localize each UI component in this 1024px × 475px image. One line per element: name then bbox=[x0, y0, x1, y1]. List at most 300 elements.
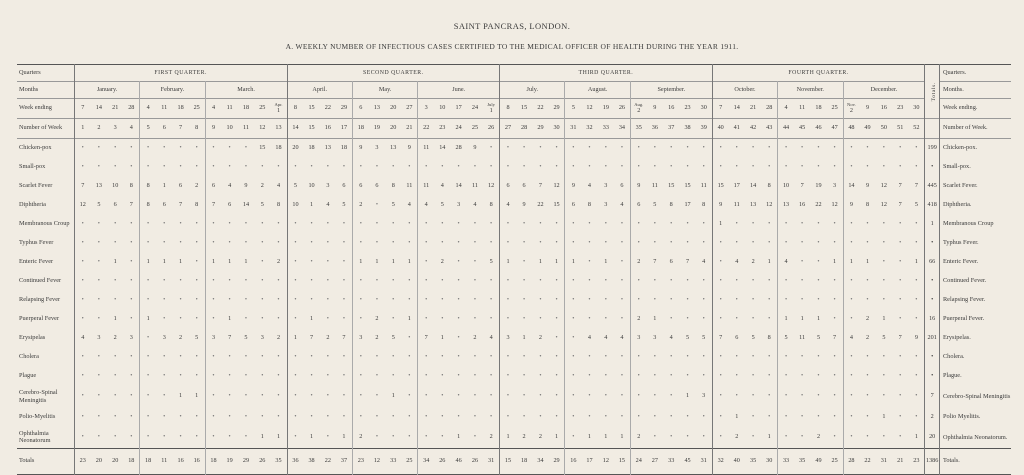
case-count: • bbox=[653, 371, 656, 379]
case-count: • bbox=[801, 392, 804, 400]
case-count: 6 bbox=[565, 196, 581, 215]
case-count: • bbox=[473, 162, 477, 170]
case-count: • bbox=[539, 314, 542, 322]
case-count: • bbox=[817, 392, 820, 400]
week-ending-date: 9 bbox=[865, 104, 870, 112]
case-count: 5 bbox=[391, 200, 395, 208]
case-count: 1 bbox=[228, 314, 232, 322]
case-count: • bbox=[686, 144, 689, 152]
week-number-cell: 46 bbox=[815, 124, 822, 132]
case-count: • bbox=[261, 257, 264, 265]
case-count: • bbox=[74, 427, 90, 449]
case-count: 2 bbox=[276, 257, 281, 265]
case-count: • bbox=[500, 158, 516, 177]
case-count: 7 bbox=[538, 181, 542, 189]
case-count: • bbox=[866, 392, 869, 400]
case-count: • bbox=[565, 367, 581, 386]
case-count: • bbox=[768, 314, 771, 322]
case-count: • bbox=[261, 352, 264, 360]
case-count: • bbox=[130, 276, 133, 284]
week-ending-date: 4 bbox=[784, 104, 788, 112]
case-count: • bbox=[441, 352, 444, 360]
disease-row bbox=[17, 408, 1011, 427]
week-ending-date: 15 bbox=[521, 104, 528, 112]
case-count: 14 bbox=[242, 200, 250, 208]
case-count: • bbox=[228, 371, 231, 379]
case-count: 5 bbox=[685, 333, 690, 341]
case-count: 8 bbox=[391, 181, 395, 189]
case-count: • bbox=[523, 144, 526, 152]
case-count: 9 bbox=[843, 196, 859, 215]
week-number-cell: 14 bbox=[287, 119, 303, 139]
case-count: • bbox=[261, 238, 264, 246]
case-count: • bbox=[342, 219, 346, 227]
case-count: • bbox=[565, 386, 581, 408]
week-ending-date: 25 bbox=[831, 104, 838, 112]
case-count: • bbox=[604, 276, 607, 284]
week-ending-date: 29 bbox=[553, 104, 560, 112]
case-count: 3 bbox=[129, 333, 133, 341]
month-heading: May. bbox=[352, 82, 417, 99]
case-count: • bbox=[228, 162, 231, 170]
case-count: 6 bbox=[113, 200, 117, 208]
week-ending-cell bbox=[401, 99, 417, 119]
quarter-heading bbox=[74, 65, 287, 82]
case-count: • bbox=[114, 144, 117, 152]
case-count: 7 bbox=[800, 181, 804, 189]
case-count: • bbox=[712, 291, 728, 310]
case-count: • bbox=[670, 162, 673, 170]
weekly-total: 31 bbox=[880, 457, 887, 465]
case-count: • bbox=[408, 433, 411, 441]
case-count: • bbox=[473, 412, 477, 420]
case-count: • bbox=[686, 412, 689, 420]
case-count: • bbox=[392, 276, 395, 284]
case-count: • bbox=[539, 352, 542, 360]
disease-total: 66 bbox=[925, 253, 940, 272]
case-count: 9 bbox=[407, 144, 411, 152]
case-count: • bbox=[702, 352, 705, 360]
case-count: 7 bbox=[653, 257, 657, 265]
case-count: • bbox=[555, 219, 558, 227]
case-count: • bbox=[163, 295, 166, 303]
case-count: • bbox=[702, 314, 705, 322]
case-count: • bbox=[179, 144, 182, 152]
case-count: • bbox=[205, 234, 221, 253]
case-count: • bbox=[310, 257, 313, 265]
case-count: • bbox=[418, 291, 434, 310]
case-count: • bbox=[555, 352, 558, 360]
case-count: • bbox=[768, 276, 771, 284]
case-count: • bbox=[244, 219, 248, 227]
case-count: 1 bbox=[352, 253, 368, 272]
disease-total: • bbox=[925, 291, 940, 310]
case-count: • bbox=[712, 272, 728, 291]
case-count: • bbox=[630, 158, 646, 177]
case-count: 6 bbox=[620, 181, 624, 189]
case-count: 12 bbox=[766, 200, 773, 208]
case-count: • bbox=[74, 272, 90, 291]
case-count: • bbox=[244, 371, 248, 379]
week-number-cell: 48 bbox=[843, 119, 859, 139]
week-ending-cell bbox=[352, 99, 368, 119]
weekly-total: 26 bbox=[471, 457, 479, 465]
case-count: • bbox=[228, 219, 231, 227]
case-count: • bbox=[261, 371, 264, 379]
week-ending-cell bbox=[91, 99, 107, 119]
case-count: • bbox=[882, 257, 885, 265]
case-count: • bbox=[670, 314, 673, 322]
case-count: • bbox=[500, 408, 516, 427]
case-count: • bbox=[490, 276, 493, 284]
case-count: • bbox=[778, 215, 794, 234]
week-ending-cell bbox=[287, 99, 303, 119]
case-count: • bbox=[277, 238, 280, 246]
case-count: • bbox=[97, 392, 100, 400]
case-count: • bbox=[801, 352, 804, 360]
case-count: 11 bbox=[799, 333, 806, 341]
weekly-total: 26 bbox=[259, 457, 266, 465]
case-count: • bbox=[817, 144, 820, 152]
case-count: 2 bbox=[352, 427, 368, 449]
case-count: • bbox=[244, 314, 248, 322]
case-count: • bbox=[352, 386, 368, 408]
case-count: • bbox=[490, 314, 493, 322]
case-count: • bbox=[653, 219, 656, 227]
case-count: • bbox=[833, 371, 836, 379]
case-count: • bbox=[473, 371, 477, 379]
case-count: 1 bbox=[816, 314, 821, 322]
case-count: 17 bbox=[684, 200, 691, 208]
case-count: 2 bbox=[865, 333, 870, 341]
case-count: • bbox=[712, 234, 728, 253]
case-count: 5 bbox=[702, 333, 706, 341]
case-count: • bbox=[457, 162, 460, 170]
case-count: • bbox=[261, 392, 264, 400]
case-count: • bbox=[140, 158, 156, 177]
case-count: • bbox=[97, 352, 100, 360]
case-count: • bbox=[833, 352, 836, 360]
case-count: 1 bbox=[914, 433, 918, 441]
case-count: 17 bbox=[733, 181, 740, 189]
case-count: • bbox=[277, 219, 280, 227]
disease-name: Cerebro-Spinal Meningitis bbox=[19, 389, 58, 404]
weekly-total: 34 bbox=[418, 449, 434, 475]
case-count: • bbox=[866, 238, 869, 246]
case-count: • bbox=[326, 433, 329, 441]
case-count: • bbox=[375, 162, 378, 170]
week-number-cell: 33 bbox=[602, 124, 609, 132]
weekly-total: 23 bbox=[913, 457, 920, 465]
week-number-cell: 35 bbox=[630, 119, 646, 139]
case-count: 1 bbox=[620, 433, 624, 441]
week-number-cell: 50 bbox=[880, 124, 887, 132]
case-count: 6 bbox=[179, 181, 183, 189]
case-count: • bbox=[277, 352, 280, 360]
weekly-total: 12 bbox=[602, 457, 609, 465]
case-count: • bbox=[712, 367, 728, 386]
disease-row bbox=[17, 427, 1011, 449]
case-count: 9 bbox=[712, 196, 728, 215]
case-count: 2 bbox=[630, 427, 646, 449]
case-count: • bbox=[899, 257, 902, 265]
case-count: • bbox=[670, 238, 673, 246]
case-count: • bbox=[97, 162, 100, 170]
case-count: 13 bbox=[750, 200, 757, 208]
case-count: • bbox=[392, 162, 395, 170]
case-count: 1 bbox=[342, 433, 346, 441]
case-count: • bbox=[882, 295, 885, 303]
week-number-cell: 25 bbox=[471, 124, 479, 132]
month-abbrev: Nov. bbox=[847, 102, 856, 108]
disease-name-right: Cholera. bbox=[942, 352, 965, 360]
disease-row bbox=[17, 329, 1011, 348]
case-count: • bbox=[539, 144, 542, 152]
totals-row bbox=[17, 449, 1011, 475]
week-ending-date: 12 bbox=[586, 104, 593, 112]
month-heading: September. bbox=[630, 82, 712, 99]
case-count: • bbox=[261, 276, 264, 284]
case-count: 2 bbox=[326, 333, 330, 341]
disease-name-right: Cerebro-Spinal Meningitis bbox=[942, 392, 1011, 400]
case-count: • bbox=[752, 219, 755, 227]
case-count: • bbox=[140, 234, 156, 253]
case-count: • bbox=[752, 412, 755, 420]
case-count: 3 bbox=[375, 144, 379, 152]
disease-total: 1 bbox=[925, 215, 940, 234]
case-count: • bbox=[523, 295, 526, 303]
case-count: 6 bbox=[500, 177, 516, 196]
case-count: 9 bbox=[352, 139, 368, 158]
case-count: • bbox=[604, 238, 607, 246]
weekly-total: 23 bbox=[352, 449, 368, 475]
case-count: 4 bbox=[620, 333, 624, 341]
case-count: • bbox=[670, 412, 673, 420]
case-count: • bbox=[866, 276, 869, 284]
case-count: • bbox=[588, 295, 591, 303]
weekly-total: 37 bbox=[340, 457, 348, 465]
case-count: • bbox=[752, 144, 755, 152]
disease-total: 445 bbox=[925, 177, 940, 196]
case-count: • bbox=[408, 276, 411, 284]
case-count: • bbox=[97, 219, 100, 227]
case-count: • bbox=[915, 219, 918, 227]
case-count: • bbox=[195, 276, 198, 284]
case-count: • bbox=[195, 295, 198, 303]
case-count: 15 bbox=[553, 200, 560, 208]
case-count: • bbox=[163, 412, 166, 420]
week-ending-cell bbox=[549, 99, 565, 119]
disease-row bbox=[17, 367, 1011, 386]
case-count: • bbox=[418, 367, 434, 386]
weekly-total: 35 bbox=[799, 457, 806, 465]
case-count: • bbox=[604, 314, 607, 322]
case-count: • bbox=[588, 352, 591, 360]
case-count: • bbox=[604, 295, 607, 303]
case-count: • bbox=[326, 238, 329, 246]
case-count: 1 bbox=[914, 257, 918, 265]
case-count: 2 bbox=[440, 257, 444, 265]
case-count: • bbox=[523, 219, 526, 227]
disease-name: Relapsing Fever bbox=[19, 295, 61, 303]
case-count: 4 bbox=[587, 333, 592, 341]
case-count: • bbox=[205, 348, 221, 367]
case-count: • bbox=[915, 412, 918, 420]
weekly-total: 15 bbox=[618, 457, 625, 465]
case-count: • bbox=[261, 314, 264, 322]
case-count: • bbox=[500, 234, 516, 253]
week-ending-date: 2 bbox=[849, 106, 853, 114]
case-count: • bbox=[833, 295, 836, 303]
case-count: • bbox=[97, 412, 100, 420]
months-row bbox=[17, 82, 1011, 99]
case-count: • bbox=[882, 352, 885, 360]
case-count: • bbox=[653, 276, 656, 284]
case-count: • bbox=[140, 329, 156, 348]
week-ending-cell bbox=[467, 99, 483, 119]
week-ending-cell bbox=[123, 99, 139, 119]
case-count: • bbox=[392, 238, 395, 246]
case-count: • bbox=[735, 295, 738, 303]
case-count: • bbox=[588, 412, 591, 420]
week-number-cell: 43 bbox=[766, 124, 773, 132]
case-count: • bbox=[408, 392, 411, 400]
case-count: • bbox=[620, 219, 623, 227]
case-count: • bbox=[843, 386, 859, 408]
case-count: • bbox=[702, 412, 705, 420]
case-count: • bbox=[702, 219, 705, 227]
case-count: 1 bbox=[260, 433, 264, 441]
case-count: 1 bbox=[500, 427, 516, 449]
case-count: 4 bbox=[778, 253, 794, 272]
case-count: • bbox=[326, 352, 329, 360]
case-count: • bbox=[752, 371, 755, 379]
week-number-cell: 49 bbox=[864, 124, 871, 132]
case-count: • bbox=[342, 295, 346, 303]
case-count: 2 bbox=[630, 310, 646, 329]
week-ending-date: 25 bbox=[259, 104, 266, 112]
week-ending-date: 20 bbox=[390, 104, 397, 112]
case-count: • bbox=[342, 371, 346, 379]
case-count: 2 bbox=[352, 196, 368, 215]
case-count: 8 bbox=[767, 333, 771, 341]
week-ending-cell bbox=[598, 99, 614, 119]
week-ending-cell bbox=[516, 99, 532, 119]
case-count: • bbox=[352, 367, 368, 386]
case-count: • bbox=[97, 238, 100, 246]
case-count: • bbox=[418, 253, 434, 272]
week-ending-cell bbox=[369, 99, 385, 119]
week-ending-cell bbox=[843, 99, 859, 119]
case-count: • bbox=[752, 433, 755, 441]
case-count: • bbox=[843, 139, 859, 158]
week-number-cell: 31 bbox=[565, 119, 581, 139]
case-count: • bbox=[228, 412, 231, 420]
case-count: 11 bbox=[418, 177, 434, 196]
week-number-cell: 24 bbox=[455, 124, 462, 132]
week-number-cell: 6 bbox=[162, 124, 166, 132]
week-number-cell: 7 bbox=[179, 124, 183, 132]
week-number-cell: 19 bbox=[373, 124, 380, 132]
case-count: • bbox=[140, 408, 156, 427]
case-count: 1 bbox=[113, 257, 117, 265]
case-count: 4 bbox=[74, 329, 90, 348]
month-heading: July. bbox=[500, 82, 565, 99]
case-count: 1 bbox=[685, 392, 690, 400]
week-ending-cell bbox=[581, 99, 597, 119]
case-count: 9 bbox=[914, 333, 918, 341]
week-number-cell: 45 bbox=[799, 124, 806, 132]
case-count: 8 bbox=[767, 181, 771, 189]
week-ending-date: 14 bbox=[95, 104, 102, 112]
case-count: • bbox=[130, 162, 133, 170]
case-count: • bbox=[130, 238, 133, 246]
disease-row bbox=[17, 253, 1011, 272]
case-count: • bbox=[735, 314, 738, 322]
case-count: • bbox=[866, 433, 869, 441]
months-label-right: Months. bbox=[942, 85, 964, 93]
table-caption: A. WEEKLY NUMBER OF INFECTIOUS CASES CERTIFIED TO THE MEDICAL OFFICER OF HEALTH DURING THE YEAR 1911. bbox=[285, 42, 739, 51]
week-ending-cell bbox=[876, 99, 892, 119]
case-count: 1 bbox=[162, 181, 166, 189]
case-count: 5 bbox=[882, 333, 886, 341]
case-count: • bbox=[833, 219, 836, 227]
week-ending-row bbox=[17, 99, 1011, 119]
case-count: • bbox=[670, 433, 673, 441]
case-count: • bbox=[712, 253, 728, 272]
case-count: • bbox=[277, 371, 280, 379]
case-count: 3 bbox=[162, 333, 166, 341]
disease-total: • bbox=[925, 158, 940, 177]
case-count: • bbox=[712, 158, 728, 177]
case-count: 6 bbox=[342, 181, 346, 189]
case-count: 18 bbox=[308, 144, 315, 152]
case-count: • bbox=[130, 219, 133, 227]
case-count: • bbox=[833, 392, 836, 400]
case-count: • bbox=[163, 162, 166, 170]
week-number-cell: 18 bbox=[352, 119, 368, 139]
weekly-total: 36 bbox=[287, 449, 303, 475]
case-count: 1 bbox=[375, 257, 379, 265]
case-count: 6 bbox=[352, 177, 368, 196]
case-count: 7 bbox=[309, 333, 314, 341]
case-count: • bbox=[375, 412, 378, 420]
weekly-total: 46 bbox=[455, 457, 462, 465]
case-count: 6 bbox=[735, 333, 739, 341]
case-count: • bbox=[801, 295, 804, 303]
case-count: • bbox=[326, 314, 329, 322]
case-count: • bbox=[163, 371, 166, 379]
case-count: 2 bbox=[276, 333, 281, 341]
week-ending-cell bbox=[729, 99, 745, 119]
case-count: • bbox=[670, 295, 673, 303]
case-count: 3 bbox=[260, 333, 264, 341]
case-count: • bbox=[310, 238, 313, 246]
week-ending-date: 27 bbox=[406, 104, 413, 112]
case-count: • bbox=[277, 412, 280, 420]
case-count: • bbox=[179, 412, 182, 420]
case-count: • bbox=[163, 219, 166, 227]
weekly-total: 38 bbox=[308, 457, 315, 465]
case-count: 1 bbox=[865, 257, 870, 265]
case-count: 18 bbox=[275, 144, 282, 152]
case-count: • bbox=[74, 348, 90, 367]
week-ending-date: 21 bbox=[112, 104, 119, 112]
quarter-heading bbox=[287, 65, 500, 82]
case-count: • bbox=[74, 139, 90, 158]
case-count: • bbox=[500, 310, 516, 329]
case-count: • bbox=[408, 333, 411, 341]
